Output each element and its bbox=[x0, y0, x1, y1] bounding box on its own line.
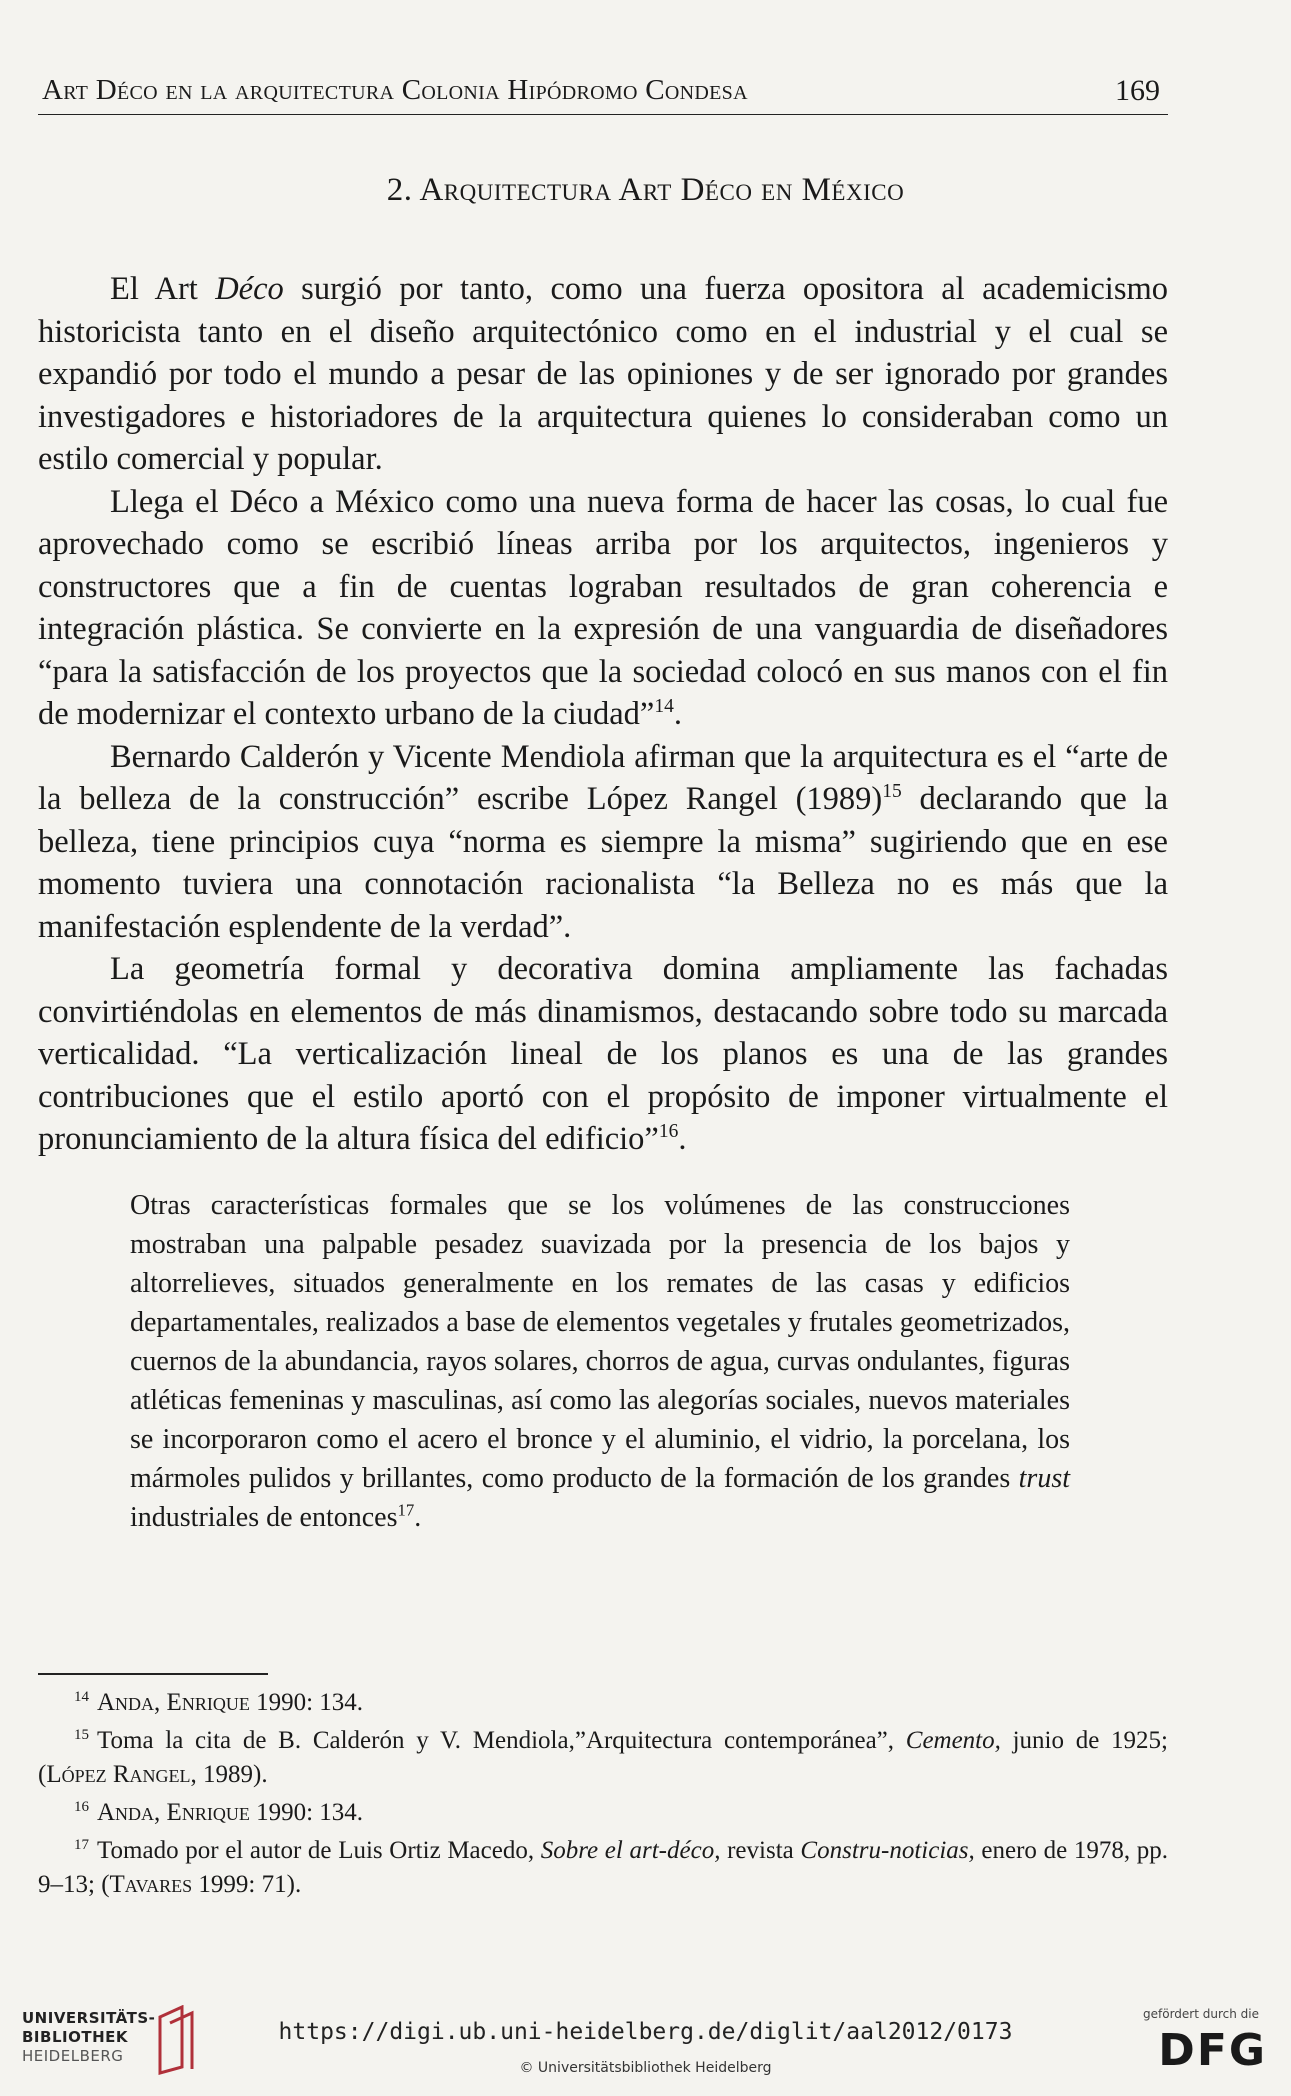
paragraph-2-end: . bbox=[673, 696, 682, 732]
footnote-divider bbox=[38, 1673, 268, 1675]
block-quote-paragraph bbox=[130, 1186, 1070, 1537]
footnote-ref-14[interactable]: 14 bbox=[654, 696, 674, 718]
footnote-italic: Cemento, bbox=[905, 1727, 1001, 1754]
permalink-url[interactable]: https://digi.ub.uni-heidelberg.de/diglit/aal2012/0173 bbox=[278, 2019, 1013, 2045]
footnote-text: 1999: 71). bbox=[192, 1871, 302, 1898]
library-name-line2: BIBLIOTHEK bbox=[22, 2028, 128, 2046]
footnote-ref-16[interactable]: 16 bbox=[658, 1121, 679, 1143]
paragraph-1 bbox=[38, 268, 1168, 481]
funding-note: gefördert durch die bbox=[1143, 2007, 1259, 2021]
footnote-14 bbox=[38, 1686, 1168, 1720]
footnote-italic: Sobre el art-déco, bbox=[540, 1837, 721, 1864]
paragraph-1-text-c: surgió por tanto, como una fuerza opositora al academicismo historicista tanto en el diseño arquitectónico como en el industrial y el cual se expandió por todo el mundo a pesar de las opiniones y de ser ignorado por grandes investigadores e historiadores de la arquitectura quienes lo consideraban como un estilo comercial y popular. bbox=[38, 271, 1168, 477]
quote-text-a: Otras características formales que se los volúmenes de las construcciones mostraban una palpable pesadez suavizada por la presencia de los bajos y altorrelieves, situados generalmente en los remates de las casas y edificios departamentales, realizados a base de elementos vegetales y frutales geometrizados, cuernos de la abundancia, rayos solares, chorros de agua, curvas ondulantes, figuras atléticas femeninas y masculinas, así como las alegorías sociales, nuevos materiales se incorporaron como el acero el bronce y el aluminio, el vidrio, la porcelana, los mármoles pulidos y brillantes, como producto de la formación de los grandes bbox=[130, 1190, 1070, 1494]
running-header bbox=[38, 70, 1168, 115]
footnote-text: Tomado por el autor de Luis Ortiz Macedo, bbox=[97, 1837, 541, 1864]
footnote-number: 14 bbox=[74, 1688, 89, 1705]
footnote-author: López Rangel bbox=[46, 1761, 191, 1788]
footnote-author: Anda, Enrique bbox=[97, 1689, 250, 1716]
paragraph-1-text-a: El Art bbox=[110, 271, 216, 307]
footnote-15 bbox=[38, 1724, 1168, 1792]
footnote-author: Tavares bbox=[109, 1871, 193, 1898]
footnote-number: 16 bbox=[74, 1798, 89, 1815]
paragraph-2-text: Llega el Déco a México como una nueva forma de hacer las cosas, lo cual fue aprovechado como se escribió líneas arriba por los arquitectos, ingenieros y constructores que a fin de cuentas lograban resultados de gran coherencia e integración plástica. Se convierte en la expresión de una vanguardia de diseñadores “para la satisfacción de los proyectos que la sociedad colocó en sus manos con el fin de modernizar el contexto urbano de la ciudad” bbox=[38, 483, 1168, 732]
quote-end: . bbox=[414, 1502, 422, 1533]
footnote-number: 15 bbox=[74, 1726, 89, 1743]
footnote-ref-17[interactable]: 17 bbox=[397, 1500, 415, 1520]
running-title: Art Déco en la arquitectura Colonia Hipódromo Condesa bbox=[42, 74, 748, 106]
footnote-text: Toma la cita de B. Calderón y V. Mendiola,”Arquitectura contemporánea”, bbox=[97, 1727, 906, 1754]
footnote-text: 1990: 134. bbox=[249, 1689, 364, 1716]
paragraph-1-italic: Déco bbox=[215, 271, 284, 307]
footnote-17 bbox=[38, 1834, 1168, 1902]
digitization-footer bbox=[0, 1985, 1291, 2096]
paragraph-3-text-a: Bernardo Calderón y Vicente Mendiola afirman que la arquitectura es el “arte de la belleza de la construcción” escribe López Rangel (1989) bbox=[38, 738, 1168, 817]
footnote-text: enero de 1978, pp. 9–13; ( bbox=[38, 1837, 1168, 1898]
footnote-text: junio de 1925; ( bbox=[38, 1727, 1168, 1788]
dfg-logo[interactable]: DFG bbox=[1158, 2025, 1267, 2076]
body-text bbox=[38, 268, 1168, 1161]
quote-text-c: industriales de entonces bbox=[130, 1502, 398, 1533]
footnote-italic: Constru-noticias, bbox=[800, 1837, 975, 1864]
footnote-ref-15[interactable]: 15 bbox=[882, 781, 902, 803]
paragraph-4 bbox=[38, 948, 1168, 1161]
library-name-line1: UNIVERSITÄTS- bbox=[22, 2009, 156, 2027]
quote-italic: trust bbox=[1018, 1463, 1070, 1494]
footnote-16 bbox=[38, 1796, 1168, 1830]
footnote-text: 1990: 134. bbox=[249, 1799, 364, 1826]
footnote-text: revista bbox=[720, 1837, 801, 1864]
footnote-number: 17 bbox=[74, 1836, 89, 1853]
paragraph-2 bbox=[38, 481, 1168, 736]
page-number: 169 bbox=[1115, 74, 1160, 107]
footnotes bbox=[38, 1686, 1168, 1906]
footnote-text: , 1989). bbox=[190, 1761, 268, 1788]
footnote-author: Anda, Enrique bbox=[97, 1799, 250, 1826]
paragraph-4-text: La geometría formal y decorativa domina ampliamente las fachadas convirtiéndolas en elementos de más dinamismos, destacando sobre todo su marcada verticalidad. “La verticalización lineal de los planos es una de las grandes contribuciones que el estilo aportó con el propósito de imponer virtualmente el pronunciamiento de la altura física del edificio” bbox=[38, 951, 1168, 1157]
paragraph-4-end: . bbox=[678, 1121, 687, 1157]
section-heading: 2. Arquitectura Art Déco en México bbox=[386, 172, 905, 208]
block-quote bbox=[130, 1186, 1070, 1537]
library-name-line3: HEIDELBERG bbox=[22, 2047, 124, 2065]
copyright-credit: © Universitätsbibliothek Heidelberg bbox=[519, 2060, 772, 2076]
paragraph-3-text-b: declarando que la belleza, tiene principios cuya “norma es siempre la misma” sugiriendo que en ese momento tuviera una connotación racionalista “la Belleza no es más que la manifestación esplendente de la verdad”. bbox=[38, 781, 1168, 945]
paragraph-3 bbox=[38, 736, 1168, 949]
